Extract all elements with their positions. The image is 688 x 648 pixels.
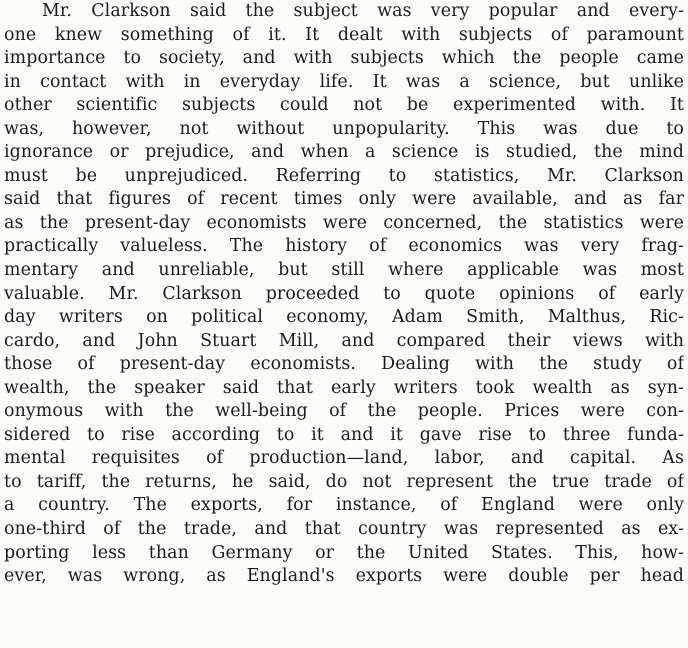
text-line: wealth, the speaker said that early writers took wealth as syn- (4, 377, 684, 398)
text-line: said that figures of recent times only were available, and as far (4, 189, 684, 210)
text-line: porting less than Germany or the United States. This, how- (4, 542, 684, 563)
text-line: day writers on political economy, Adam Smith, Malthus, Ric- (4, 307, 684, 328)
text-line: to tariff, the returns, he said, do not represent the true trade of (4, 471, 684, 492)
text-line: one knew something of it. It dealt with subjects of paramount (4, 24, 684, 45)
text-line: must be unprejudiced. Referring to statistics, Mr. Clarkson (4, 165, 684, 186)
text-line: onymous with the well-being of the people. Prices were con- (4, 401, 684, 422)
text-line: those of present-day economists. Dealing with the study of (4, 354, 684, 375)
text-line: ignorance or prejudice, and when a science is studied, the mind (4, 142, 684, 163)
text-line: as the present-day economists were concerned, the statistics were (4, 212, 684, 233)
text-line: one-third of the trade, and that country was represented as ex- (4, 519, 684, 540)
text-line: valuable. Mr. Clarkson proceeded to quote opinions of early (4, 283, 684, 304)
text-line: cardo, and John Stuart Mill, and compared their views with (4, 330, 684, 351)
text-line: in contact with in everyday life. It was a science, but unlike (4, 71, 684, 92)
text-line: was, however, not without unpopularity. This was due to (4, 118, 684, 139)
text-line: other scientific subjects could not be experimented with. It (4, 95, 684, 116)
text-line: mental requisites of production—land, labor, and capital. As (4, 448, 684, 469)
article-body (4, 0, 684, 589)
text-line: a country. The exports, for instance, of England were only (4, 495, 684, 516)
text-line: Mr. Clarkson said the subject was very popular and every- (42, 1, 684, 21)
text-line: practically valueless. The history of economics was very frag- (4, 236, 684, 257)
text-line: importance to society, and with subjects which the people came (4, 48, 684, 69)
text-line: sidered to rise according to it and it gave rise to three funda- (4, 424, 684, 445)
text-line: mentary and unreliable, but still where applicable was most (4, 260, 684, 281)
text-line: ever, was wrong, as England's exports were double per head (4, 566, 684, 587)
